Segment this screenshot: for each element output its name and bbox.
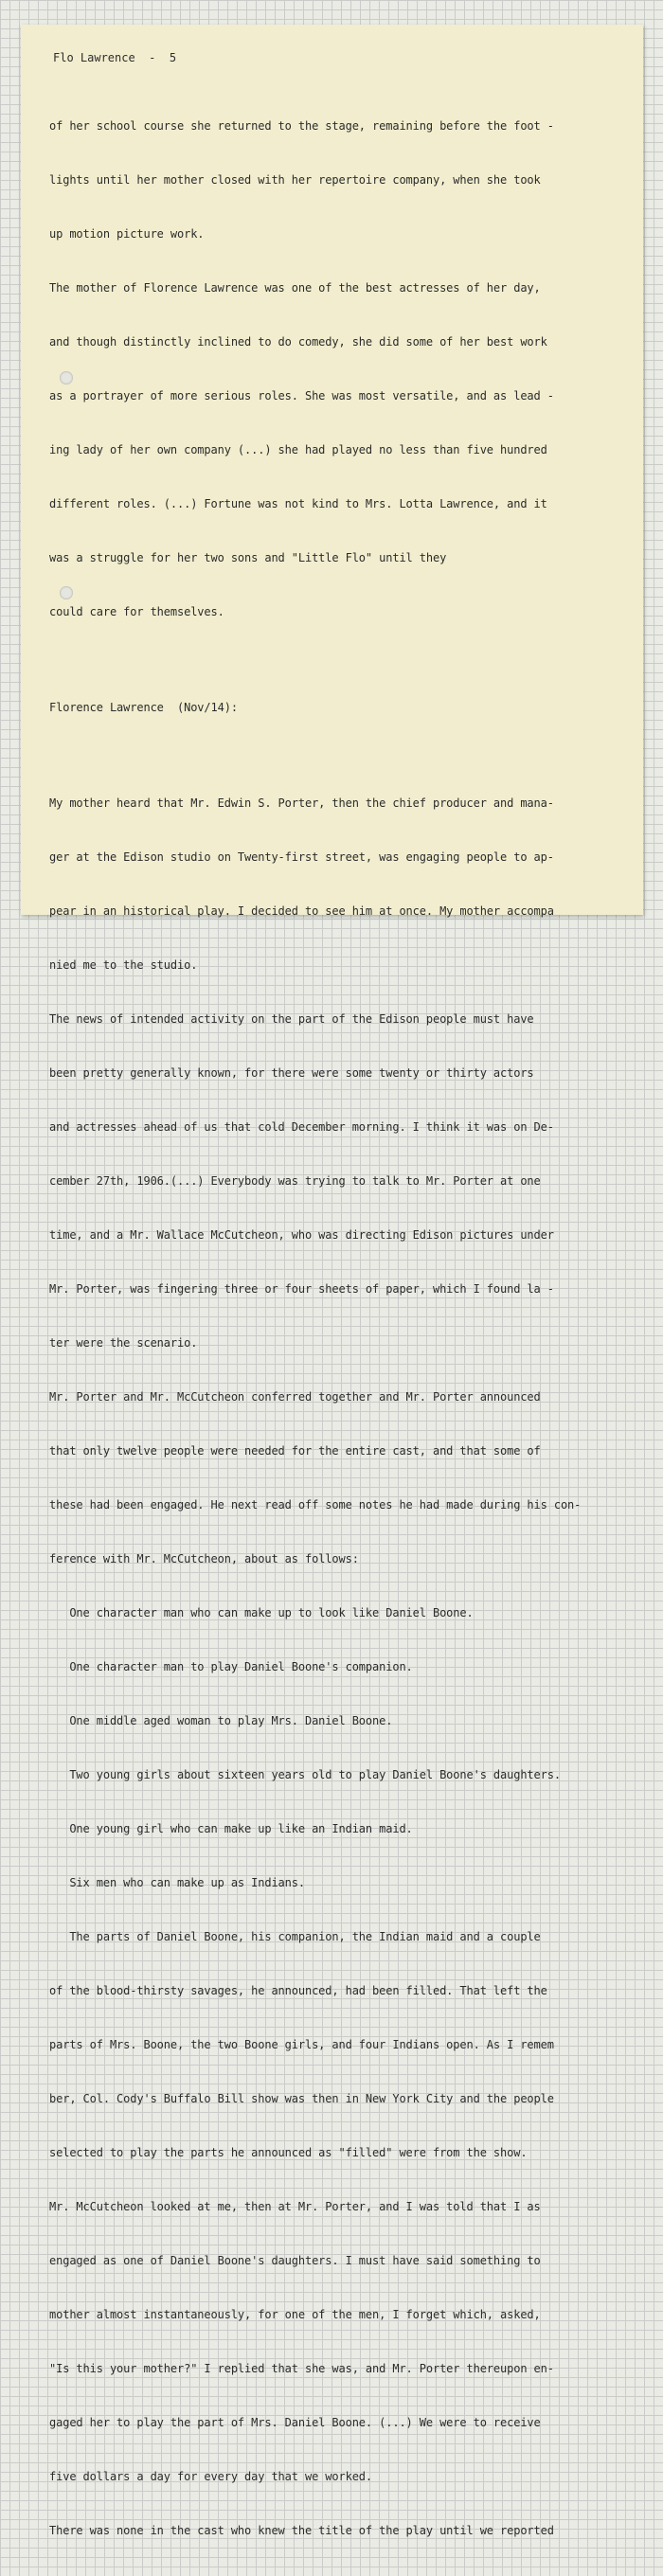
- text-line: ference with Mr. McCutcheon, about as follows:: [49, 1552, 359, 1565]
- text-line: The mother of Florence Lawrence was one of the best actresses of her day,: [49, 281, 541, 295]
- text-line: and though distinctly inclined to do comedy, she did some of her best work: [49, 335, 547, 349]
- text-line: as a portrayer of more serious roles. She was most versatile, and as lead -: [49, 389, 554, 402]
- text-line: cember 27th, 1906.(...) Everybody was trying to talk to Mr. Porter at one: [49, 1174, 541, 1188]
- typed-body: [49, 81, 636, 2576]
- text-line: pear in an historical play. I decided to see him at once. My mother accompa: [49, 904, 554, 918]
- text-line: lights until her mother closed with her repertoire company, when she took: [49, 173, 541, 187]
- text-line: Mr. Porter, was fingering three or four sheets of paper, which I found la -: [49, 1282, 554, 1296]
- list-item: One character man to play Daniel Boone's companion.: [49, 1660, 413, 1673]
- text-line: mother almost instantaneously, for one of the men, I forget which, asked,: [49, 2308, 541, 2321]
- section-heading: Florence Lawrence (Nov/14):: [49, 701, 238, 714]
- text-line: There was none in the cast who knew the title of the play until we reported: [49, 2524, 554, 2537]
- text-line: nied me to the studio.: [49, 958, 198, 972]
- page-header: Flo Lawrence - 5: [53, 51, 177, 64]
- text-line: ber, Col. Cody's Buffalo Bill show was then in New York City and the people: [49, 2092, 554, 2105]
- text-line: ger at the Edison studio on Twenty-first street, was engaging people to ap-: [49, 850, 554, 864]
- text-line: these had been engaged. He next read off some notes he had made during his con-: [49, 1498, 582, 1512]
- text-line: could care for themselves.: [49, 605, 224, 618]
- list-item: Two young girls about sixteen years old to play Daniel Boone's daughters.: [49, 1768, 561, 1781]
- text-line: My mother heard that Mr. Edwin S. Porter, then the chief producer and mana-: [49, 796, 554, 810]
- text-line: gaged her to play the part of Mrs. Daniel Boone. (...) We were to receive: [49, 2416, 541, 2429]
- text-line: engaged as one of Daniel Boone's daughters. I must have said something to: [49, 2254, 541, 2267]
- text-line: ter were the scenario.: [49, 1336, 198, 1350]
- text-line: selected to play the parts he announced as "filled" were from the show.: [49, 2146, 528, 2159]
- text-line: up motion picture work.: [49, 227, 205, 241]
- text-line: parts of Mrs. Boone, the two Boone girls, and four Indians open. As I remem: [49, 2038, 554, 2051]
- text-line: different roles. (...) Fortune was not kind to Mrs. Lotta Lawrence, and it: [49, 497, 547, 510]
- text-line: that only twelve people were needed for the entire cast, and that some of: [49, 1444, 541, 1458]
- text-line: and actresses ahead of us that cold December morning. I think it was on De-: [49, 1120, 554, 1134]
- text-line: of the blood-thirsty savages, he announced, had been filled. That left the: [49, 1984, 547, 1997]
- text-line: "Is this your mother?" I replied that she was, and Mr. Porter thereupon en-: [49, 2362, 554, 2375]
- list-item: Six men who can make up as Indians.: [49, 1876, 305, 1889]
- list-item: One character man who can make up to look like Daniel Boone.: [49, 1606, 474, 1619]
- list-item: One middle aged woman to play Mrs. Daniel Boone.: [49, 1714, 393, 1727]
- text-line: was a struggle for her two sons and "Little Flo" until they: [49, 551, 447, 564]
- text-line: of her school course she returned to the stage, remaining before the foot -: [49, 119, 554, 133]
- list-item: One young girl who can make up like an Indian maid.: [49, 1822, 413, 1835]
- text-line: The news of intended activity on the part of the Edison people must have: [49, 1012, 534, 1026]
- text-line: The parts of Daniel Boone, his companion, the Indian maid and a couple: [49, 1930, 541, 1943]
- text-line: been pretty generally known, for there were some twenty or thirty actors: [49, 1066, 534, 1080]
- text-line: Mr. Porter and Mr. McCutcheon conferred together and Mr. Porter announced: [49, 1390, 541, 1404]
- text-line: Mr. McCutcheon looked at me, then at Mr. Porter, and I was told that I as: [49, 2200, 541, 2213]
- text-line: five dollars a day for every day that we worked.: [49, 2470, 373, 2483]
- text-line: ing lady of her own company (...) she had played no less than five hundred: [49, 443, 547, 456]
- typed-page: [21, 25, 643, 2537]
- text-line: time, and a Mr. Wallace McCutcheon, who was directing Edison pictures under: [49, 1228, 554, 1242]
